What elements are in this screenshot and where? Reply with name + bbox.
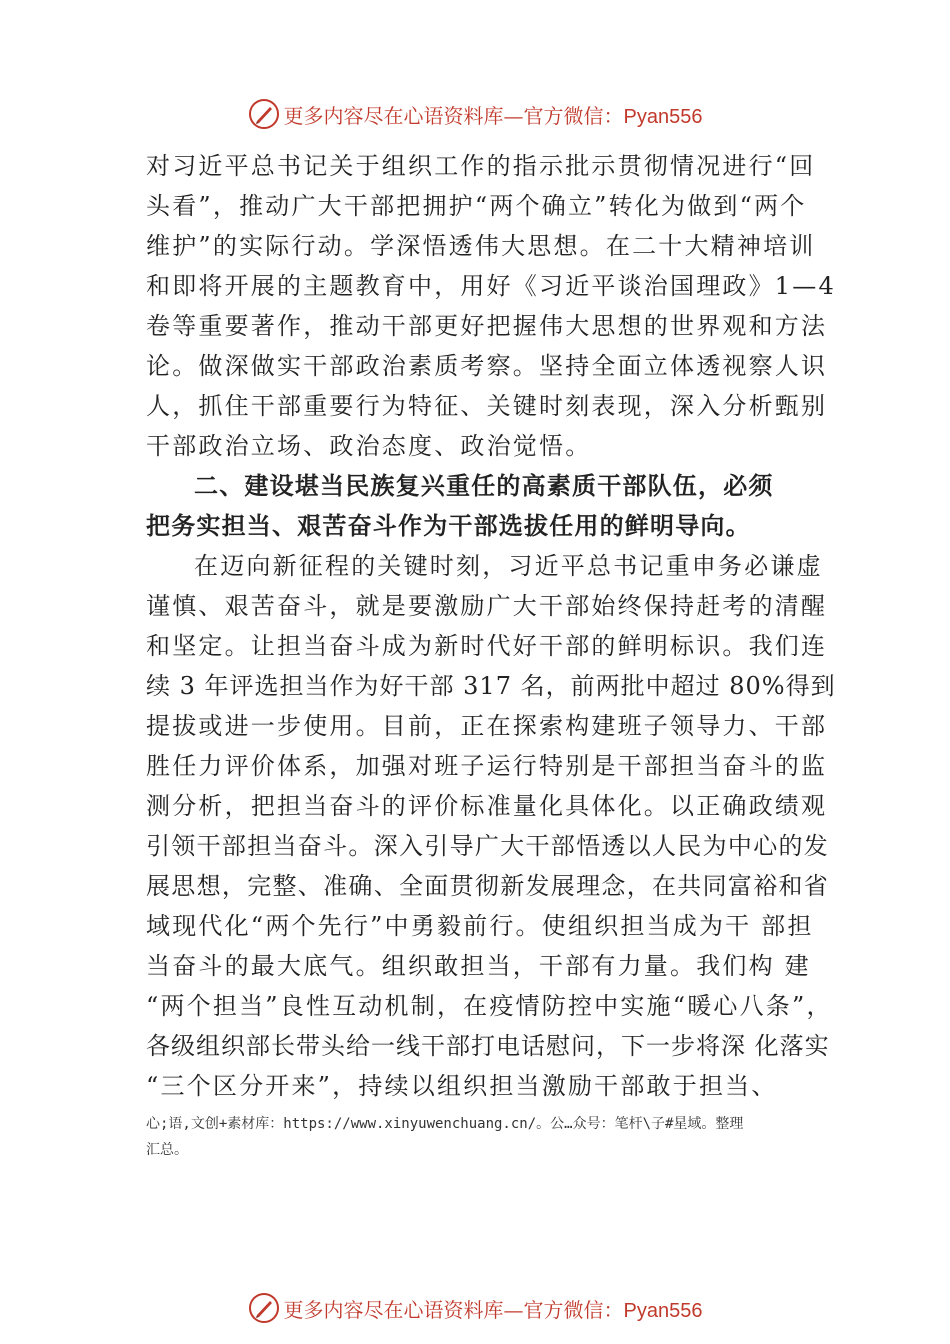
body-text-line: 提拔或进一步使用。目前，正在探索构建班子领导力、干部: [146, 712, 828, 740]
banner-wechat-id: Pyan556: [623, 1299, 703, 1322]
section-heading-line: 二、建设堪当民族复兴重任的高素质干部队伍，必须: [194, 472, 774, 500]
body-text-line: 头看”，推动广大干部把拥护“两个确立”转化为做到“两个: [146, 192, 807, 220]
body-text-line: 引领干部担当奋斗。深入引导广大干部悟透以人民为中心的发: [146, 832, 830, 860]
body-text-line: 测分析，把担当奋斗的评价标准量化具体化。以正确政绩观: [146, 792, 828, 820]
body-text-line: 谨慎、艰苦奋斗，就是要激励广大干部始终保持赶考的清醒: [146, 592, 828, 620]
body-text-line: 当奋斗的最大底气。组织敢担当，干部有力量。我们构 建: [146, 952, 811, 980]
quill-seal-icon: [248, 1292, 280, 1324]
document-body: [146, 146, 836, 1106]
body-text-line: 展思想，完整、准确、全面贯彻新发展理念，在共同富裕和省: [146, 872, 830, 900]
banner-label: 更多内容尽在心语资料库—官方微信：: [283, 103, 624, 128]
banner-text: [284, 1294, 703, 1323]
body-text-line: “三个区分开来”，持续以组织担当激励干部敢于担当、: [146, 1072, 778, 1100]
bottom-banner: [0, 1288, 950, 1328]
body-text-line: 对习近平总书记关于组织工作的指示批示贯彻情况进行“回: [146, 152, 816, 180]
body-text-line: 人，抓住干部重要行为特征、关键时刻表现，深入分析甄别: [146, 392, 828, 420]
section-heading-line: 把务实担当、艰苦奋斗作为干部选拔任用的鲜明导向。: [146, 512, 751, 540]
body-text-line: 干部政治立场、政治态度、政治觉悟。: [146, 432, 592, 460]
footer-note-line: 汇总。: [146, 1142, 188, 1158]
body-text-line: 论。做深做实干部政治素质考察。坚持全面立体透视察人识: [146, 352, 828, 380]
banner-text: [284, 100, 703, 129]
body-text-line: 各级组织部长带头给一线干部打电话慰问，下一步将深 化落实: [146, 1032, 830, 1060]
body-text-line: 胜任力评价体系，加强对班子运行特别是干部担当奋斗的监: [146, 752, 828, 780]
quill-seal-icon: [248, 98, 280, 130]
body-text-line: 域现代化“两个先行”中勇毅前行。使组织担当成为干 部担: [146, 912, 814, 940]
body-text-line: 和坚定。让担当奋斗成为新时代好干部的鲜明标识。我们连: [146, 632, 828, 660]
top-banner: [0, 94, 950, 134]
body-text-line: “两个担当”良性互动机制，在疫情防控中实施“暖心八条”，: [146, 992, 833, 1020]
body-text-line: 和即将开展的主题教育中，用好《习近平谈治国理政》1—4: [146, 272, 836, 300]
banner-wechat-id: Pyan556: [623, 105, 703, 128]
footer-note-line: 心;语,文创+素材库：https://www.xinyuwenchuang.cn/。公…众号：笔杆\子#星域。整理: [146, 1116, 744, 1132]
banner-label: 更多内容尽在心语资料库—官方微信：: [283, 1297, 624, 1322]
footer-note: [146, 1111, 846, 1163]
body-text-line: 续 3 年评选担当作为好干部 317 名，前两批中超过 80%得到: [146, 672, 836, 700]
body-text-line: 在迈向新征程的关键时刻，习近平总书记重申务必谦虚: [194, 552, 823, 580]
body-text-line: 维护”的实际行动。学深悟透伟大思想。在二十大精神培训: [146, 232, 816, 260]
body-text-line: 卷等重要著作，推动干部更好把握伟大思想的世界观和方法: [146, 312, 828, 340]
